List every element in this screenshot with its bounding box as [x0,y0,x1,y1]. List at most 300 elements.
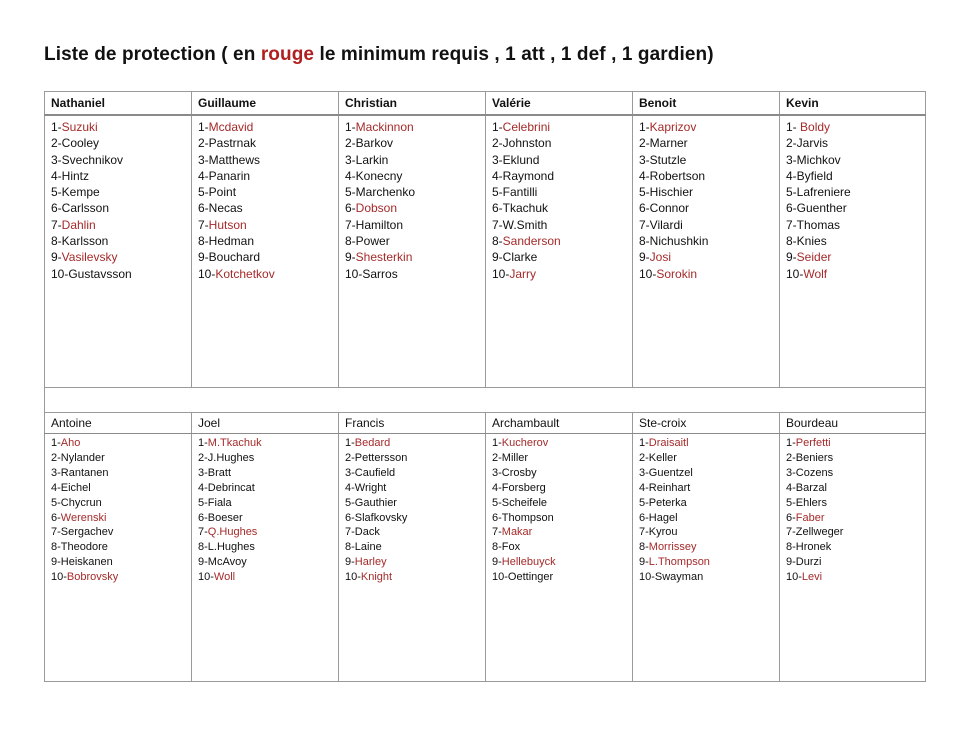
player-rank: 3- [786,152,797,167]
player-name: Ehlers [795,496,827,509]
player-rank: 5- [492,496,502,509]
player-rank: 8- [639,541,649,554]
title-text-after: le minimum requis , 1 att , 1 def , 1 gardien) [314,44,714,65]
player-rank: 3- [639,152,650,167]
player-name: Stutzle [649,152,687,167]
player-rank: 7- [786,217,797,232]
player-entry [639,217,773,233]
player-name: Eichel [60,481,91,494]
player-name: Peterka [648,496,687,509]
player-rank: 5- [492,185,503,200]
player-name: Svechnikov [61,152,124,167]
player-rank: 2- [786,136,797,151]
player-entry [786,135,919,151]
player-rank: 4- [51,481,61,494]
player-entry [198,233,332,249]
player-entry [345,119,479,135]
player-entry [198,570,332,585]
player-name: Guentzel [648,466,693,479]
player-rank: 10- [639,266,657,281]
player-entry [345,570,479,585]
player-rank: 9- [345,556,355,569]
player-entry [51,436,185,451]
player-name: J.Hughes [207,451,255,464]
player-name: Beniers [795,451,834,464]
player-entry [786,119,919,135]
player-name-required: Josi [649,250,672,265]
player-name: Hintz [61,168,90,183]
player-name: Cooley [61,136,100,151]
player-entry [786,152,919,168]
player-entry [492,135,626,151]
spacer-row [45,388,926,413]
player-name: Nichushkin [649,234,709,249]
player-rank: 5- [51,496,61,509]
player-rank: 4- [786,168,797,183]
player-name-required: Shesterkin [355,250,413,265]
player-entry [51,496,185,511]
title-text-before: Liste de protection ( en [44,44,261,65]
player-rank: 6- [492,511,502,524]
player-entry [492,555,626,570]
player-name: Kyrou [648,526,678,539]
player-rank: 5- [345,185,356,200]
player-rank: 9- [345,250,356,265]
player-rank: 7- [639,217,650,232]
player-entry [639,525,773,540]
player-rank: 5- [51,185,62,200]
player-entry [345,496,479,511]
player-entry [786,540,919,555]
player-name: McAvoy [207,556,247,569]
player-name: Knies [796,234,827,249]
player-entry [492,217,626,233]
player-rank: 1- [51,437,61,449]
player-name: Sergachev [60,526,114,539]
player-rank: 1- [639,120,650,134]
protection-table [44,91,926,682]
player-rank: 4- [345,168,356,183]
player-name-required: Knight [360,571,393,584]
player-rank: 7- [345,526,355,539]
player-entry [639,266,773,282]
player-list-row-2 [45,434,926,682]
player-entry [786,168,919,184]
player-name-required: Kaprizov [649,120,697,134]
player-list [45,115,192,388]
player-entry [345,233,479,249]
player-entry [51,168,185,184]
player-entry [786,200,919,216]
player-entry [345,525,479,540]
player-rank: 10- [492,266,510,281]
player-entry [198,135,332,151]
player-entry [639,511,773,526]
player-rank: 10- [492,571,508,584]
spacer-cell [45,388,926,413]
player-entry [51,200,185,216]
player-entry [198,249,332,265]
player-entry [198,152,332,168]
player-name: Miller [501,451,529,464]
player-entry [639,119,773,135]
player-name: Debrincat [207,481,255,494]
player-rank: 1- [345,120,356,134]
player-name: Hagel [648,511,678,524]
player-rank: 2- [345,136,356,151]
player-name-required: Kotchetkov [215,266,275,281]
player-name-required: Mackinnon [355,120,414,134]
player-rank: 2- [345,451,355,464]
player-name-required: Sorokin [656,266,698,281]
player-rank: 10- [198,571,214,584]
player-rank: 9- [198,556,208,569]
player-list [192,434,339,682]
player-list [486,115,633,388]
player-entry [51,152,185,168]
player-entry [639,249,773,265]
player-rank: 2- [198,136,209,151]
player-name: Cozens [795,466,834,479]
player-entry [345,436,479,451]
player-entry [492,249,626,265]
player-name-required: Hutson [208,217,247,232]
player-entry [639,436,773,451]
player-rank: 3- [639,466,649,479]
player-rank: 6- [198,201,209,216]
player-rank: 3- [51,466,61,479]
player-entry [492,152,626,168]
player-entry [198,119,332,135]
player-rank: 10- [639,571,655,584]
player-name-required: Morrissey [648,541,697,554]
player-name-required: Perfetti [795,437,831,449]
player-name: Fox [501,541,521,554]
player-entry [345,540,479,555]
player-name: Scheifele [501,496,548,509]
page-title [44,44,714,66]
player-rank: 7- [639,526,649,539]
player-entry [198,511,332,526]
player-entry [786,233,919,249]
player-entry [51,570,185,585]
player-entry [51,555,185,570]
player-entry [786,555,919,570]
player-list [45,434,192,682]
player-name: Point [208,185,237,200]
owner-name: Nathaniel [45,92,192,116]
player-list [339,115,486,388]
player-rank: 3- [198,466,208,479]
player-name: Reinhart [648,481,691,494]
player-entry [198,496,332,511]
player-entry [639,570,773,585]
player-rank: 2- [639,136,650,151]
player-entry [345,200,479,216]
player-entry [345,152,479,168]
player-name: W.Smith [502,217,548,232]
owner-name: Archambault [486,413,633,434]
owner-header-row-2 [45,413,926,434]
player-name-required: Q.Hughes [207,526,258,539]
player-rank: 8- [786,541,796,554]
owner-name: Guillaume [192,92,339,116]
player-entry [492,266,626,282]
player-name: Caufield [354,466,396,479]
player-name-required: M.Tkachuk [207,437,262,449]
player-name-required: L.Thompson [648,556,710,569]
player-rank: 6- [51,201,62,216]
player-rank: 10- [345,571,361,584]
player-rank: 4- [345,481,355,494]
player-entry [345,451,479,466]
player-rank: 5- [639,496,649,509]
player-entry [639,451,773,466]
player-rank: 4- [51,168,62,183]
player-name: Sarros [362,266,398,281]
player-rank: 4- [492,168,503,183]
player-entry [492,496,626,511]
player-list [192,115,339,388]
player-rank: 8- [345,541,355,554]
player-name: Eklund [502,152,540,167]
player-entry [786,481,919,496]
player-entry [786,436,919,451]
player-name: Bouchard [208,250,261,265]
player-entry [786,451,919,466]
player-rank: 9- [492,250,503,265]
player-entry [639,555,773,570]
player-name: Zellweger [795,526,844,539]
player-rank: 3- [51,152,62,167]
player-rank: 8- [198,234,209,249]
player-entry [492,184,626,200]
player-rank: 6- [198,511,208,524]
player-rank: 6- [786,201,797,216]
player-name-required: Faber [795,511,825,524]
player-entry [492,570,626,585]
player-name-required: Hellebuyck [501,556,556,569]
player-rank: 6- [51,511,61,524]
player-rank: 1- [198,120,209,134]
player-name: Konecny [355,168,403,183]
player-name: Pettersson [354,451,408,464]
player-name-required: Aho [60,437,81,449]
player-entry [198,451,332,466]
player-rank: 10- [198,266,216,281]
player-entry [198,168,332,184]
player-rank: 9- [639,250,650,265]
player-entry [198,436,332,451]
owner-name: Ste-croix [633,413,780,434]
player-rank: 1- [639,437,649,449]
player-entry [198,466,332,481]
player-rank: 5- [786,496,796,509]
player-entry [51,540,185,555]
player-rank: 4- [198,168,209,183]
player-entry [786,217,919,233]
player-name: Swayman [654,571,704,584]
player-entry [492,233,626,249]
player-rank: 3- [492,152,503,167]
player-rank: 6- [786,511,796,524]
player-name-required: Levi [801,571,823,584]
player-rank: 2- [51,136,62,151]
player-rank: 8- [51,541,61,554]
player-entry [345,266,479,282]
player-entry [345,184,479,200]
player-rank: 3- [198,152,209,167]
player-rank: 2- [639,451,649,464]
player-list [339,434,486,682]
player-name: Bratt [207,466,232,479]
player-name: Carlsson [61,201,110,216]
player-name: Keller [648,451,677,464]
player-name-required: Celebrini [502,120,551,134]
player-entry [51,184,185,200]
owner-name: Bourdeau [780,413,926,434]
player-entry [639,152,773,168]
player-entry [639,135,773,151]
player-name: Pastrnak [208,136,257,151]
player-name: Connor [649,201,690,216]
player-rank: 7- [198,526,208,539]
player-rank: 3- [345,466,355,479]
player-rank: 4- [198,481,208,494]
player-rank: 9- [639,556,649,569]
player-name: Hedman [208,234,255,249]
player-name: Byfield [796,168,833,183]
player-rank: 6- [345,511,355,524]
player-name: Slafkovsky [354,511,408,524]
player-name: Larkin [355,152,389,167]
player-name-required: Draisaitl [648,437,689,449]
player-rank: 8- [639,234,650,249]
player-entry [51,481,185,496]
player-entry [51,525,185,540]
player-rank: 4- [786,481,796,494]
player-rank: 1- [786,120,801,134]
player-rank: 1- [492,437,502,449]
player-entry [786,466,919,481]
player-entry [198,266,332,282]
player-name: Lafreniere [796,185,851,200]
player-name: Michkov [796,152,841,167]
player-rank: 10- [786,571,802,584]
player-rank: 1- [786,437,796,449]
player-list-row-1 [45,115,926,388]
player-rank: 9- [786,556,796,569]
player-rank: 1- [51,120,62,134]
player-entry [198,525,332,540]
player-name: Guenther [796,201,847,216]
player-name: Oettinger [507,571,554,584]
player-name-required: Bobrovsky [66,571,119,584]
player-name: Durzi [795,556,822,569]
player-name: Thompson [501,511,554,524]
player-name: Wright [354,481,387,494]
player-name-required: Kucherov [501,437,549,449]
player-name-required: Woll [213,571,236,584]
player-entry [198,184,332,200]
player-entry [786,249,919,265]
player-entry [492,436,626,451]
player-name: Crosby [501,466,537,479]
player-rank: 5- [639,185,650,200]
player-rank: 9- [198,250,209,265]
player-rank: 1- [345,437,355,449]
player-entry [639,200,773,216]
player-name-required: Harley [354,556,387,569]
player-rank: 7- [492,217,503,232]
player-name: Nylander [60,451,105,464]
owner-name: Benoit [633,92,780,116]
player-name: Jarvis [796,136,829,151]
player-name: Gustavsson [68,266,132,281]
player-name-required: Mcdavid [208,120,254,134]
player-name: Raymond [502,168,555,183]
player-rank: 7- [786,526,796,539]
player-rank: 8- [51,234,62,249]
player-name: Theodore [60,541,108,554]
player-rank: 1- [198,437,208,449]
player-rank: 8- [492,234,503,249]
player-rank: 6- [492,201,503,216]
player-entry [198,481,332,496]
player-entry [198,555,332,570]
player-list [486,434,633,682]
owner-name: Antoine [45,413,192,434]
player-rank: 10- [51,571,67,584]
player-entry [492,511,626,526]
player-entry [639,466,773,481]
player-entry [786,184,919,200]
owner-name: Francis [339,413,486,434]
player-name-required: Wolf [803,266,828,281]
player-name-required: Dahlin [61,217,96,232]
player-entry [345,555,479,570]
player-rank: 5- [345,496,355,509]
player-rank: 3- [492,466,502,479]
player-entry [639,184,773,200]
player-rank: 3- [345,152,356,167]
player-entry [345,168,479,184]
player-entry [198,217,332,233]
player-entry [492,540,626,555]
player-rank: 6- [345,201,356,216]
player-entry [345,481,479,496]
player-entry [639,496,773,511]
player-entry [345,217,479,233]
player-name: Necas [208,201,243,216]
player-rank: 4- [639,481,649,494]
player-rank: 9- [492,556,502,569]
player-name: Matthews [208,152,261,167]
player-rank: 4- [639,168,650,183]
player-entry [786,511,919,526]
owner-name: Valérie [486,92,633,116]
player-name: Heiskanen [60,556,113,569]
player-entry [786,496,919,511]
player-name-required: Seider [796,250,832,265]
player-rank: 10- [345,266,363,281]
player-rank: 3- [786,466,796,479]
player-name: Johnston [502,136,552,151]
owner-name: Joel [192,413,339,434]
player-name: Marner [649,136,688,151]
player-name-required: Makar [501,526,533,539]
player-name-required: Dobson [355,201,398,216]
